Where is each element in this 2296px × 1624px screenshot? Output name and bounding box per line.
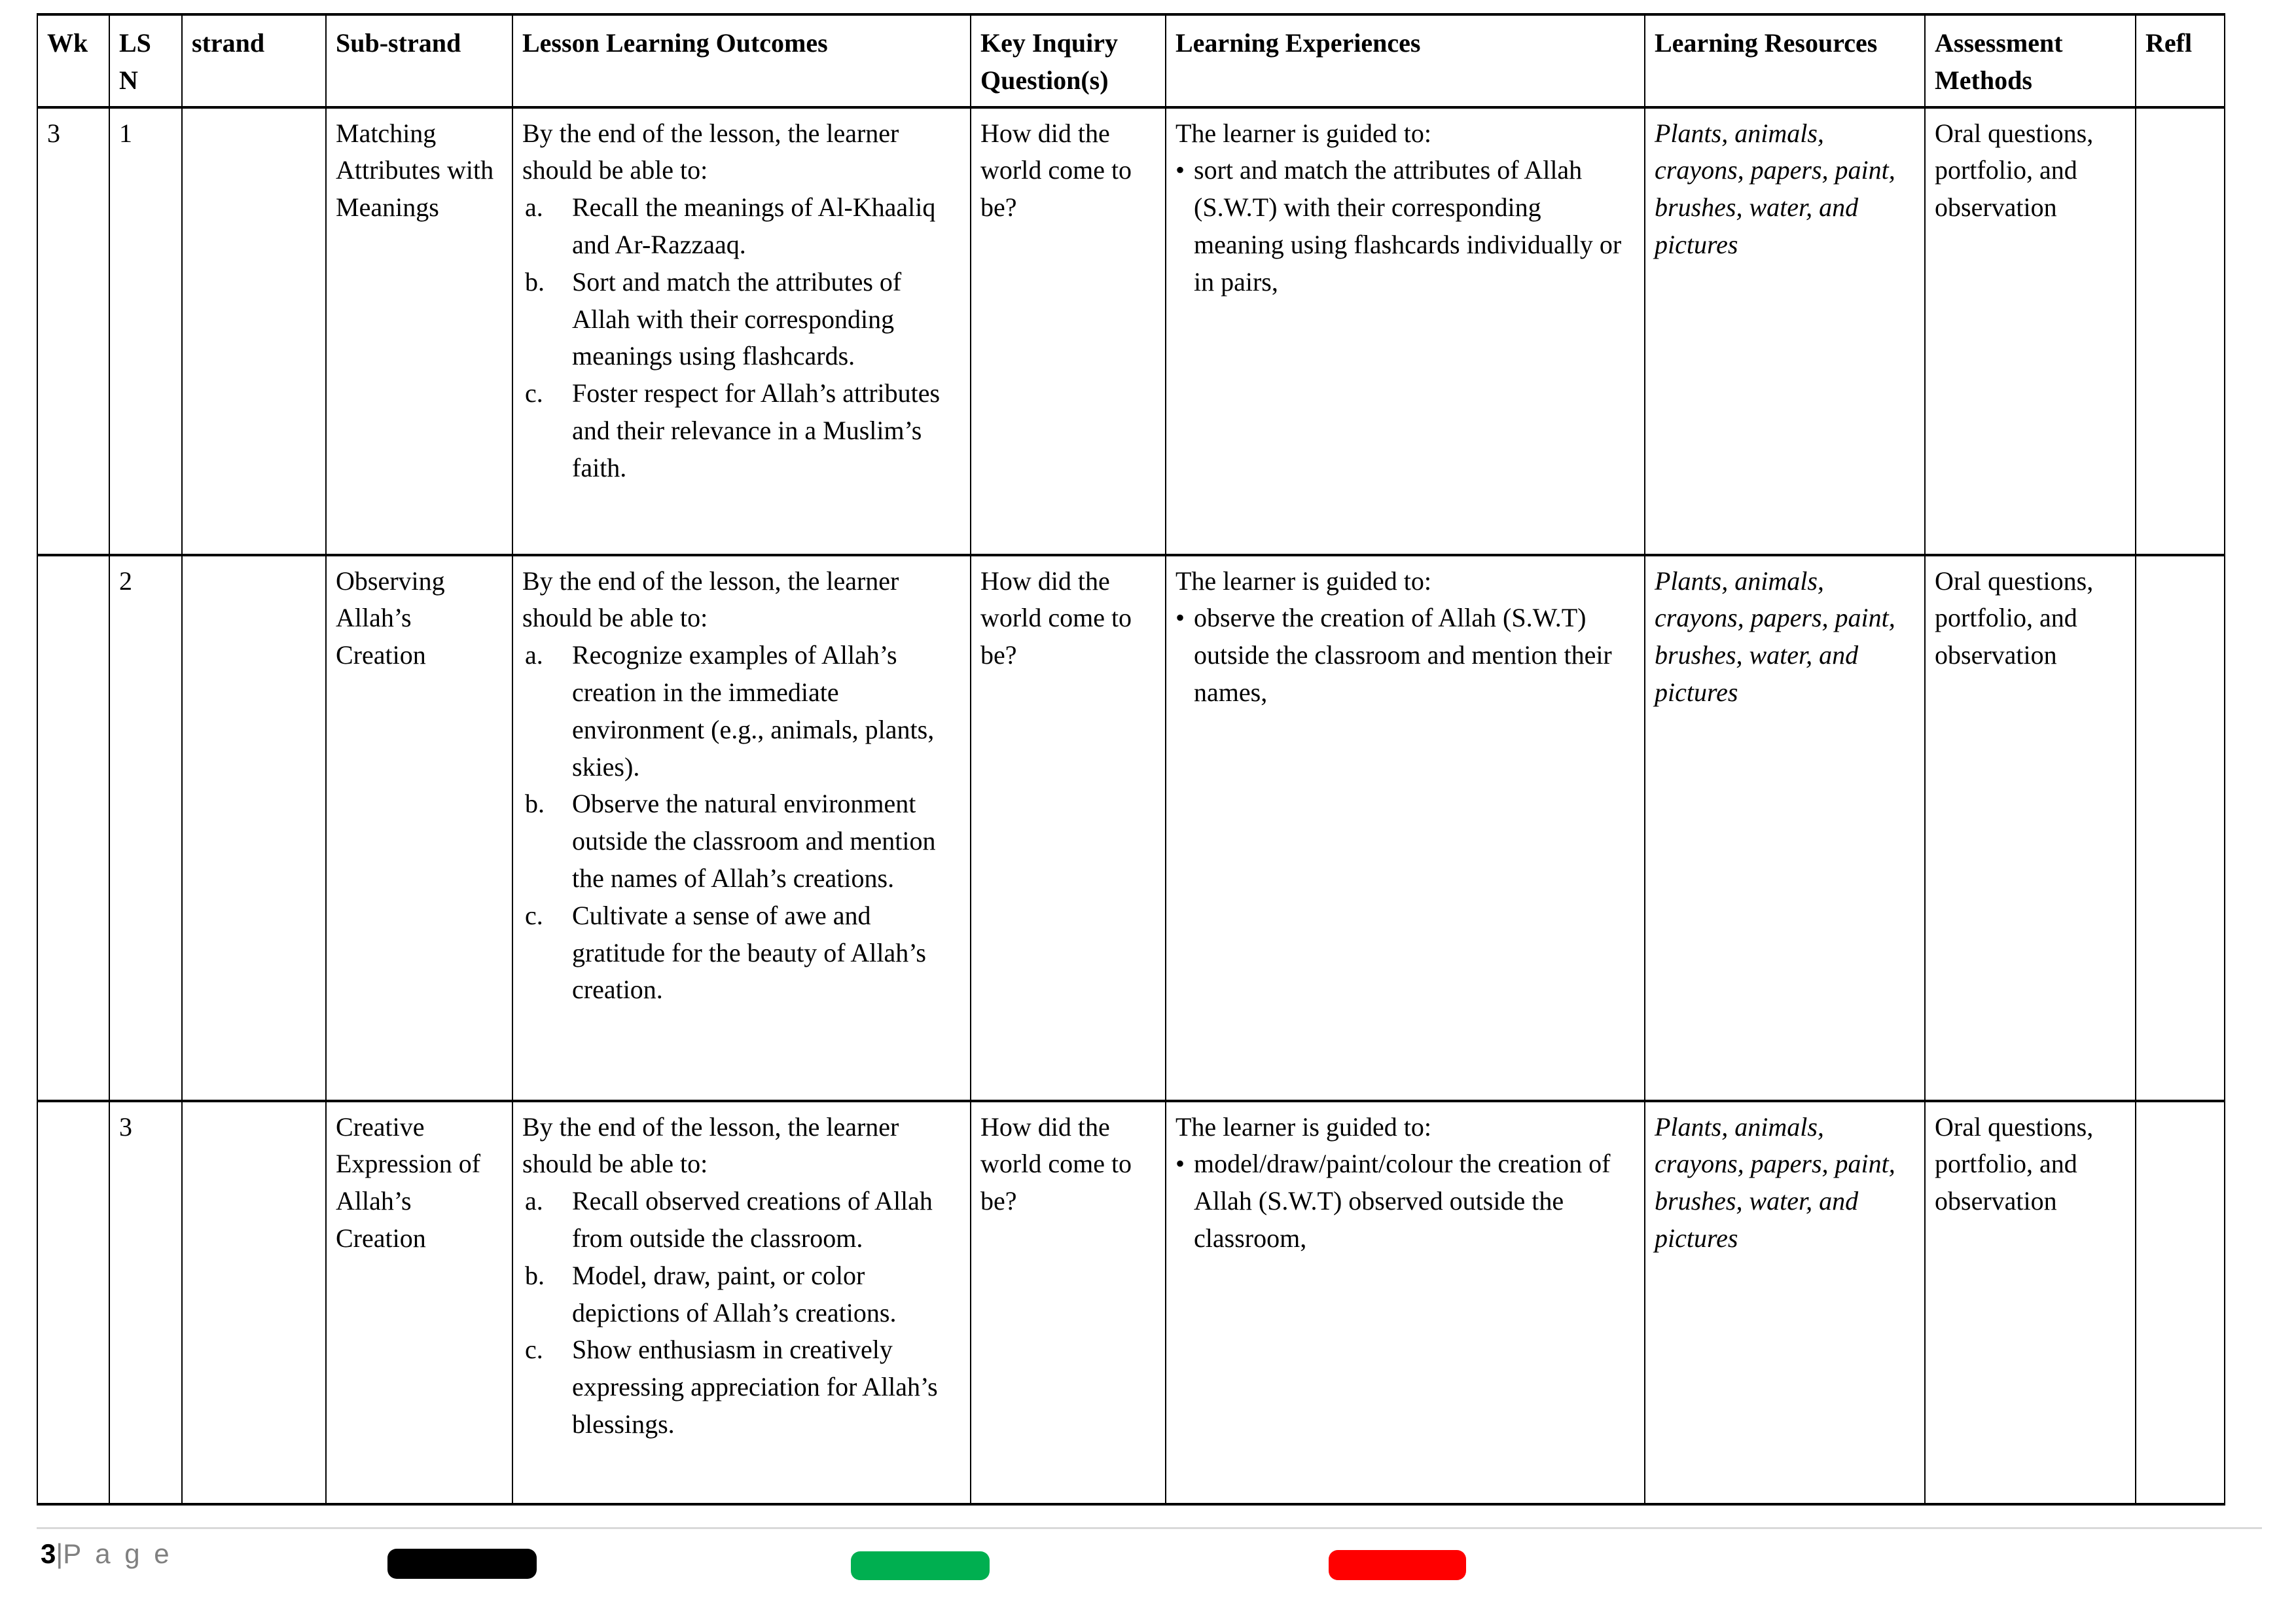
cell-learning-experiences xyxy=(1166,107,1645,555)
outcome-item xyxy=(522,1183,962,1257)
header-key-inquiry-questions xyxy=(971,14,1166,107)
header-assessment-methods xyxy=(1925,14,2136,107)
cell-learning-resources: Plants, animals, crayons, papers, paint, brushes, water, and pictures xyxy=(1645,555,1925,1101)
outcome-text: Show enthusiasm in creatively expressing appreciation for Allah’s blessings. xyxy=(572,1335,938,1439)
experiences-list xyxy=(1175,152,1636,300)
header-lsn xyxy=(109,14,182,107)
table-row xyxy=(37,555,2225,1101)
cell-sub-strand: Creative Expression of Allah’s Creation xyxy=(326,1101,512,1504)
outcome-item xyxy=(522,375,962,486)
outcome-marker: a. xyxy=(525,192,543,223)
cell-wk xyxy=(37,555,109,1101)
header-strand: strand xyxy=(182,14,326,107)
outcome-marker: b. xyxy=(525,789,545,819)
outcome-item xyxy=(522,264,962,375)
header-refl: Refl xyxy=(2136,14,2225,107)
green-redaction-bar xyxy=(851,1551,990,1580)
cell-strand xyxy=(182,107,326,555)
lesson-plan-table xyxy=(37,13,2225,1506)
outcomes-intro: By the end of the lesson, the learner should be able to: xyxy=(522,118,899,185)
cell-refl xyxy=(2136,1101,2225,1504)
experiences-intro: The learner is guided to: xyxy=(1175,1111,1431,1142)
outcomes-list xyxy=(522,637,962,1009)
cell-lsn: 1 xyxy=(109,107,182,555)
cell-sub-strand: Observing Allah’s Creation xyxy=(326,555,512,1101)
outcome-marker: a. xyxy=(525,640,543,670)
outcomes-list xyxy=(522,1183,962,1443)
outcomes-intro: By the end of the lesson, the learner should be able to: xyxy=(522,566,899,633)
cell-wk: 3 xyxy=(37,107,109,555)
header-wk: Wk xyxy=(37,14,109,107)
cell-sub-strand: Matching Attributes with Meanings xyxy=(326,107,512,555)
cell-learning-resources: Plants, animals, crayons, papers, paint, brushes, water, and pictures xyxy=(1645,1101,1925,1504)
outcome-text: Observe the natural environment outside the classroom and mention the names of Allah’s creations. xyxy=(572,789,936,893)
red-redaction-bar xyxy=(1329,1550,1466,1580)
cell-key-inquiry-question: How did the world come to be? xyxy=(971,1101,1166,1504)
cell-lsn: 2 xyxy=(109,555,182,1101)
black-redaction-bar xyxy=(387,1549,537,1579)
cell-assessment-methods: Oral questions, portfolio, and observation xyxy=(1925,555,2136,1101)
cell-lesson-learning-outcomes xyxy=(512,555,971,1101)
outcome-text: Foster respect for Allah’s attributes and their relevance in a Muslim’s faith. xyxy=(572,378,941,482)
header-key-inquiry-line2: Question(s) xyxy=(980,65,1109,95)
outcome-text: Recognize examples of Allah’s creation in the immediate environment (e.g., animals, plants, skies). xyxy=(572,640,935,782)
table-header-row xyxy=(37,14,2225,107)
cell-learning-experiences xyxy=(1166,555,1645,1101)
outcome-item xyxy=(522,637,962,785)
outcome-text: Cultivate a sense of awe and gratitude for the beauty of Allah’s creation. xyxy=(572,900,926,1005)
page-number-value: 3 xyxy=(41,1538,56,1569)
header-assessment-line1: Assessment xyxy=(1935,28,2063,58)
header-key-inquiry-line1: Key Inquiry xyxy=(980,28,1119,58)
outcome-marker: c. xyxy=(525,1335,543,1365)
cell-learning-experiences xyxy=(1166,1101,1645,1504)
outcome-item xyxy=(522,1257,962,1332)
experiences-list xyxy=(1175,600,1636,711)
cell-key-inquiry-question: How did the world come to be? xyxy=(971,107,1166,555)
cell-assessment-methods: Oral questions, portfolio, and observation xyxy=(1925,107,2136,555)
outcome-marker: b. xyxy=(525,266,545,297)
outcome-marker: a. xyxy=(525,1186,543,1216)
outcome-text: Sort and match the attributes of Allah with their corresponding meanings using flashcards. xyxy=(572,266,902,371)
experiences-intro: The learner is guided to: xyxy=(1175,118,1431,148)
cell-lesson-learning-outcomes xyxy=(512,1101,971,1504)
outcome-item xyxy=(522,1331,962,1443)
cell-strand xyxy=(182,555,326,1101)
page-number-separator: | xyxy=(56,1538,63,1569)
experience-item: • observe the creation of Allah (S.W.T) outside the classroom and mention their names, xyxy=(1175,600,1636,711)
outcome-item xyxy=(522,189,962,264)
table-body xyxy=(37,107,2225,1504)
header-lsn-line1: LS xyxy=(119,28,151,58)
outcome-text: Recall the meanings of Al-Khaaliq and Ar-Razzaaq. xyxy=(572,192,936,259)
header-lsn-line2: N xyxy=(119,65,138,95)
cell-strand xyxy=(182,1101,326,1504)
outcome-marker: c. xyxy=(525,900,543,930)
header-learning-resources: Learning Resources xyxy=(1645,14,1925,107)
outcome-text: Recall observed creations of Allah from outside the classroom. xyxy=(572,1186,933,1253)
experiences-intro: The learner is guided to: xyxy=(1175,566,1431,596)
cell-refl xyxy=(2136,555,2225,1101)
cell-assessment-methods: Oral questions, portfolio, and observation xyxy=(1925,1101,2136,1504)
outcome-item xyxy=(522,785,962,897)
outcome-marker: c. xyxy=(525,378,543,408)
header-lesson-learning-outcomes: Lesson Learning Outcomes xyxy=(512,14,971,107)
cell-refl xyxy=(2136,107,2225,555)
outcome-item xyxy=(522,897,962,1009)
header-learning-experiences: Learning Experiences xyxy=(1166,14,1645,107)
outcomes-list xyxy=(522,189,962,486)
outcomes-intro: By the end of the lesson, the learner should be able to: xyxy=(522,1111,899,1179)
experiences-list xyxy=(1175,1146,1636,1257)
cell-wk xyxy=(37,1101,109,1504)
experience-item: • model/draw/paint/colour the creation of Allah (S.W.T) observed outside the classroom, xyxy=(1175,1146,1636,1257)
outcome-text: Model, draw, paint, or color depictions of Allah’s creations. xyxy=(572,1260,897,1327)
footer-divider xyxy=(37,1527,2262,1529)
cell-learning-resources: Plants, animals, crayons, papers, paint, brushes, water, and pictures xyxy=(1645,107,1925,555)
table-row xyxy=(37,1101,2225,1504)
table-row xyxy=(37,107,2225,555)
outcome-marker: b. xyxy=(525,1260,545,1290)
cell-lesson-learning-outcomes xyxy=(512,107,971,555)
experience-item: • sort and match the attributes of Allah (S.W.T) with their corresponding meaning using flashcards individually or in pairs, xyxy=(1175,152,1636,300)
page-word-label: P a g e xyxy=(63,1538,173,1569)
header-assessment-line2: Methods xyxy=(1935,65,2032,95)
cell-key-inquiry-question: How did the world come to be? xyxy=(971,555,1166,1101)
footer-page-number xyxy=(41,1540,173,1568)
header-sub-strand: Sub-strand xyxy=(326,14,512,107)
cell-lsn: 3 xyxy=(109,1101,182,1504)
